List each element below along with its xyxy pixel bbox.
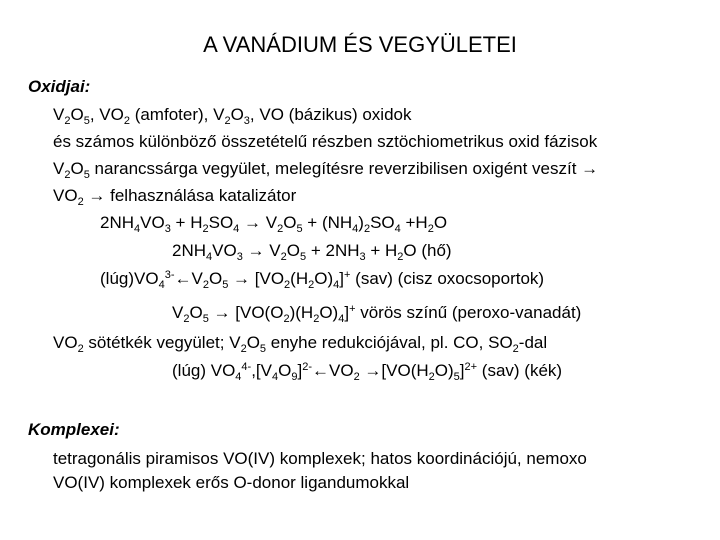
equation-1: $2NH_4VO_3 + H_2SO_4 \to V_2O_5 + (NH_4)_2SO_4 +H_2O$ — [100, 213, 448, 235]
slide-title: A VANÁDIUM ÉS VEGYÜLETEI — [203, 32, 517, 57]
equation-5: (lúg) $VO_4^{4-},[V_4O_9]^{2-}\leftarrow VO_2 \to[VO(H_2O)_5]^{2+}$ (sav) (kék) — [172, 361, 563, 383]
text-line-oxides-list: $V_2O_5$, $VO_2$ (amfoter), $V_2O_3$, VO (bázikus) oxidok — [53, 105, 412, 127]
text-line-v2o5-property: $V_2O_5$ narancssárga vegyület, melegítésre reverzibilisen oxigént veszít → — [53, 159, 599, 181]
complexes-heading: Komplexei: — [28, 420, 120, 439]
text-line-complexes-1: tetragonális piramisos VO(IV) komplexek; hatos koordinációjú, nemoxo — [53, 449, 587, 468]
oxides-heading: Oxidjai: — [28, 77, 91, 96]
equation-4: $V_2O_5 \to [VO(O_2)(H_2O)_4]^+$ vörös színű (peroxo-vanadát) — [172, 303, 582, 325]
text-line-catalyst: $VO_2$ → felhasználása katalizátor — [53, 186, 297, 208]
text-line-oxide-phases: és számos különböző összetételű részben sztöchiometrikus oxid fázisok — [53, 132, 598, 151]
text-line-complexes-2: VO(IV) komplexek erős O-donor ligandumokkal — [53, 473, 410, 492]
equation-2: $2NH_4VO_3 \to V_2O_5 + 2NH_3 + H_2O$ (hő) — [172, 241, 452, 263]
equation-3: $(lúg)VO_4^{3-}\leftarrow V_2O_5 \to [VO_2(H_2O)_4]^+$ (sav) (cisz oxocsoportok) — [100, 269, 545, 291]
text-line-vo2-property: $VO_2$ sötétkék vegyület; $V_2O_5$ enyhe redukciójával, pl. CO, $SO_2$-dal — [53, 333, 548, 355]
